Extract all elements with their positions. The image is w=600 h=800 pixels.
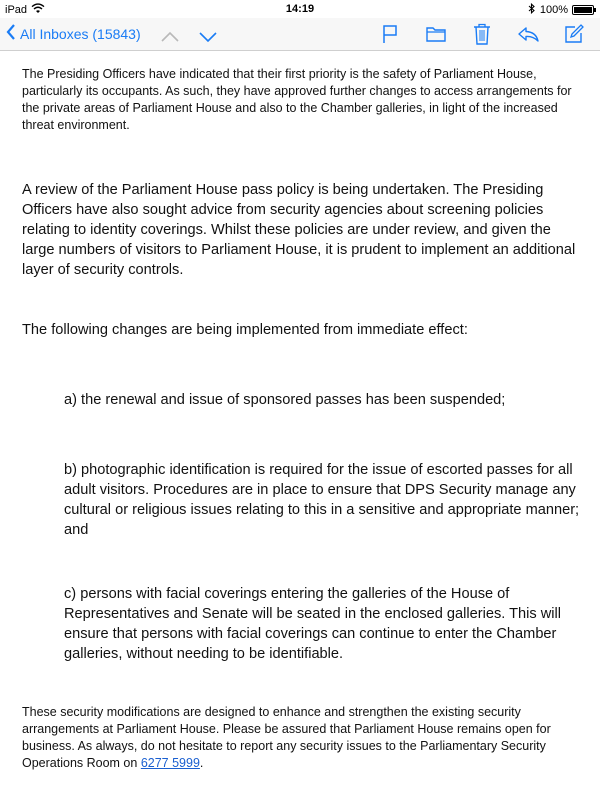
trash-icon[interactable] <box>470 22 494 46</box>
battery-percent: 100% <box>539 4 568 16</box>
back-label: All Inboxes (15843) <box>20 25 141 42</box>
paragraph-4-end: . <box>199 756 204 770</box>
list-item-b: b) photographic identification is required for the issue of escorted passes for all adult visitors. Procedures are in place to ensure that DPS Security manage any cultural or religious issues relating to this in a sensitive and appropriate manner; and <box>64 462 580 538</box>
message-toolbar <box>378 22 586 46</box>
chevron-left-icon <box>6 24 16 43</box>
battery-icon <box>572 5 594 15</box>
status-right <box>528 3 594 17</box>
chevron-up-icon[interactable] <box>158 25 182 49</box>
reply-icon[interactable] <box>516 22 540 46</box>
back-to-inboxes-button[interactable] <box>6 24 141 43</box>
mail-nav-bar <box>0 18 600 51</box>
email-paragraph-2: A review of the Parliament House pass policy is being undertaken. The Presiding Officers have also sought advice from security agencies about screening policies relating to identity coverings. Whilst these policies are under review, and given the large numbers of visitors to Parliament House, it is prudent to implement an additional layer of security controls. <box>22 182 576 278</box>
device-name: iPad <box>5 4 28 16</box>
compose-icon[interactable] <box>562 22 586 46</box>
email-paragraph-1: The Presiding Officers have indicated that their first priority is the safety of Parliament House, particularly its occupants. As such, they have approved further changes to access arrangements for the private areas of Parliament House and also to the Chamber galleries, in light of the increased threat environment. <box>22 67 572 132</box>
email-paragraph-4 <box>22 704 582 772</box>
email-paragraph-3: The following changes are being implemented from immediate effect: <box>22 322 468 338</box>
chevron-down-icon[interactable] <box>196 25 220 49</box>
list-item-c: c) persons with facial coverings entering the galleries of the House of Representatives and Senate will be seated in the enclosed galleries. This will ensure that persons with facial coverings can continue to enter the Chamber galleries, without needing to be identifiable. <box>64 586 562 662</box>
list-item-a: a) the renewal and issue of sponsored passes has been suspended; <box>64 392 506 408</box>
folder-icon[interactable] <box>424 22 448 46</box>
paragraph-4-text: These security modifications are designed to enhance and strengthen the existing security arrangements at Parliament House. Please be assured that Parliament House remains open for business. As always, do not hesitate to report any security issues to the Parliamentary Security Operations Room on <box>22 705 551 770</box>
message-nav-arrows <box>158 25 220 49</box>
battery-fill <box>574 7 592 13</box>
status-bar <box>0 0 600 18</box>
phone-number-link[interactable]: 6277 5999 <box>140 756 200 770</box>
bluetooth-icon <box>528 3 536 17</box>
flag-icon[interactable] <box>378 22 402 46</box>
status-time: 14:19 <box>285 3 315 15</box>
